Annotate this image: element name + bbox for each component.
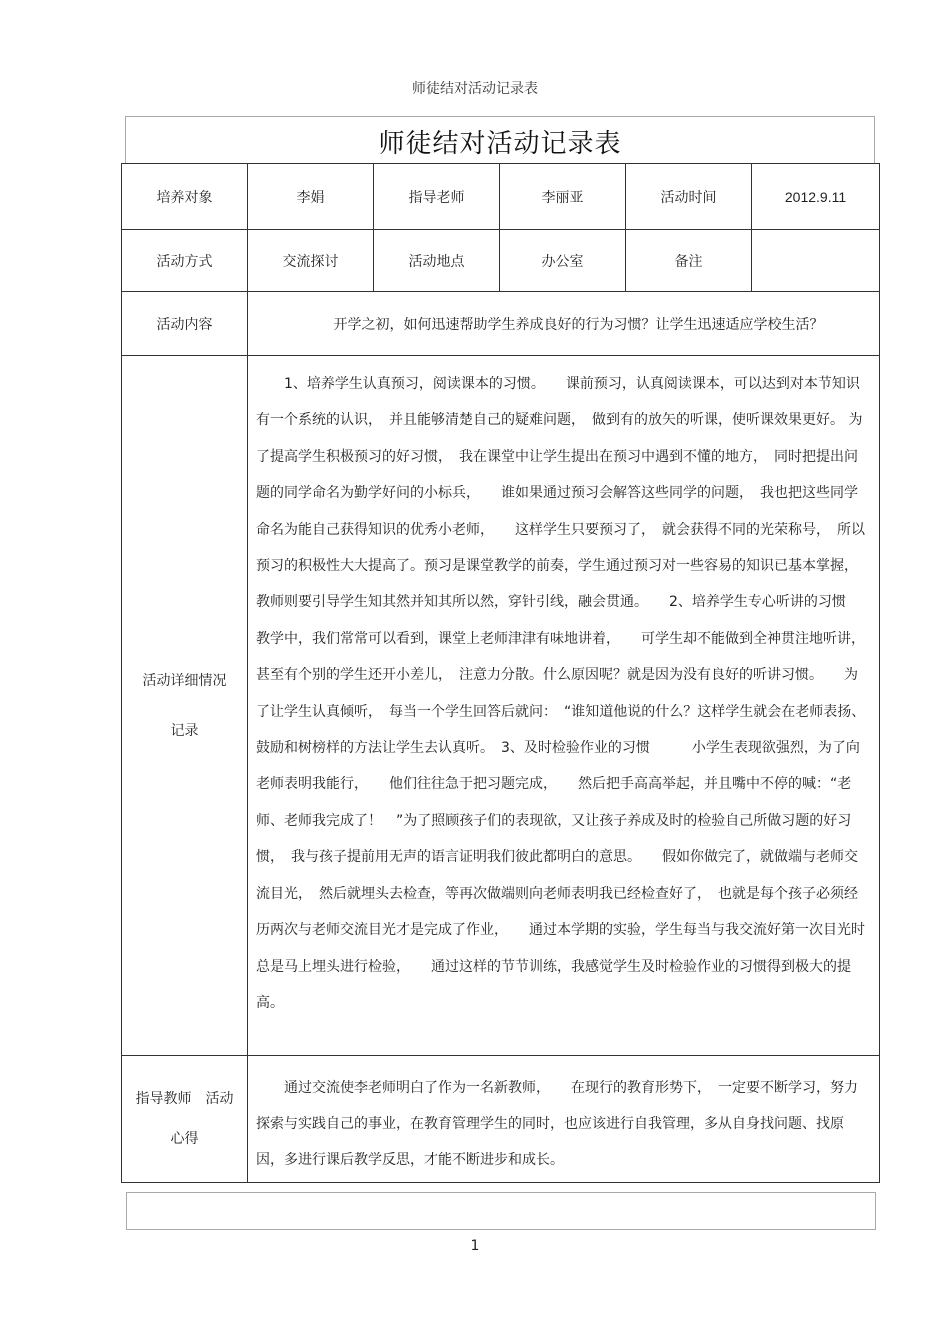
info-row-1 xyxy=(122,164,880,230)
detail-row xyxy=(122,356,880,1056)
notes-value xyxy=(752,230,880,292)
detail-label-line2: 记录 xyxy=(170,722,199,739)
record-table xyxy=(121,163,880,1183)
insight-label-line1: 指导教师 活动 xyxy=(135,1091,234,1107)
content-value: 开学之初，如何迅速帮助学生养成良好的行为习惯？让学生迅速适应学校生活？ xyxy=(248,292,880,356)
trainee-value: 李娟 xyxy=(248,164,374,230)
content-row xyxy=(122,292,880,356)
place-label: 活动地点 xyxy=(374,230,500,292)
content-label: 活动内容 xyxy=(122,292,248,356)
detail-record xyxy=(248,356,880,1056)
mentor-value: 李丽亚 xyxy=(500,164,626,230)
insight-label xyxy=(122,1056,248,1183)
page-number: 1 xyxy=(470,1238,480,1254)
insight-label-line2: 心得 xyxy=(170,1131,199,1147)
detail-text: 1、培养学生认真预习，阅读课本的习惯。 课前预习，认真阅读课本，可以达到对本节知识有一个系统的认识， 并且能够清楚自己的疑难问题， 做到有的放矢的听课，使听课效果更好。 为了提高学生积极预习的好习惯， 我在课堂中让学生提出在预习中遇到不懂的地方， 同时把提出问题的同学命名为勤学好问的小标兵， 谁如果通过预习会解答这些同学的问题， 我也把这些同学命名为能自己获得知识的优秀小老师， 这样学生只要预习了， 就会获得不同的光荣称号， 所以预习的积极性大大提高了。预习是课堂教学的前奏，学生通过预习对一些容易的知识已基本掌握， 教师则要引导学生知其然并知其所以然，穿针引线，融会贯通。 2、培养学生专心听讲的习惯 教学中，我们常常可以看到，课堂上老师津津有味地讲着， 可学生却不能做到全神贯注地听讲，甚至有个别的学生还开小差儿， 注意力分散。什么原因呢？就是因为没有良好的听讲习惯。 为了让学生认真倾听， 每当一个学生回答后就问： “谁知道他说的什么？这样学生就会在老师表扬、鼓励和树榜样的方法让学生去认真听。 3、及时检验作业的习惯 小学生表现欲强烈，为了向老师表明我能行， 他们往往急于把习题完成， 然后把手高高举起，并且嘴中不停的喊：“老师、老师我完成了！ ”为了照顾孩子们的表现欲，又让孩子养成及时的检验自己所做习题的好习惯， 我与孩子提前用无声的语言证明我们彼此都明白的意思。 假如你做完了，就做端与老师交流目光， 然后就埋头去检查，等再次做端则向老师表明我已经检查好了， 也就是每个孩子必须经历两次与老师交流目光才是完成了作业， 通过本学期的实验，学生每当与我交流好第一次目光时总是马上埋头进行检验， 通过这样的节节训练，我感觉学生及时检验作业的习惯得到极大的提高。 xyxy=(256,376,879,1011)
mode-value: 交流探讨 xyxy=(248,230,374,292)
insight-record xyxy=(248,1056,880,1183)
trainee-label: 培养对象 xyxy=(122,164,248,230)
place-value: 办公室 xyxy=(500,230,626,292)
detail-label xyxy=(122,356,248,1056)
mentor-label: 指导老师 xyxy=(374,164,500,230)
title-box xyxy=(125,116,875,163)
page-header: 师徒结对活动记录表 xyxy=(412,81,538,97)
detail-label-line1: 活动详细情况 xyxy=(142,672,227,689)
insight-text: 通过交流使李老师明白了作为一名新教师， 在现行的教育形势下， 一定要不断学习，努力探索与实践自己的事业，在教育管理学生的同时，也应该进行自我管理，多从自身找问题、找原因，多进行课后教学反思，才能不断进步和成长。 xyxy=(256,1080,858,1168)
footer-box xyxy=(126,1192,876,1230)
notes-label: 备注 xyxy=(626,230,752,292)
info-row-2 xyxy=(122,230,880,292)
insight-row xyxy=(122,1056,880,1183)
main-title: 师徒结对活动记录表 xyxy=(378,129,622,159)
time-label: 活动时间 xyxy=(626,164,752,230)
mode-label: 活动方式 xyxy=(122,230,248,292)
time-value: 2012.9.11 xyxy=(752,164,880,230)
